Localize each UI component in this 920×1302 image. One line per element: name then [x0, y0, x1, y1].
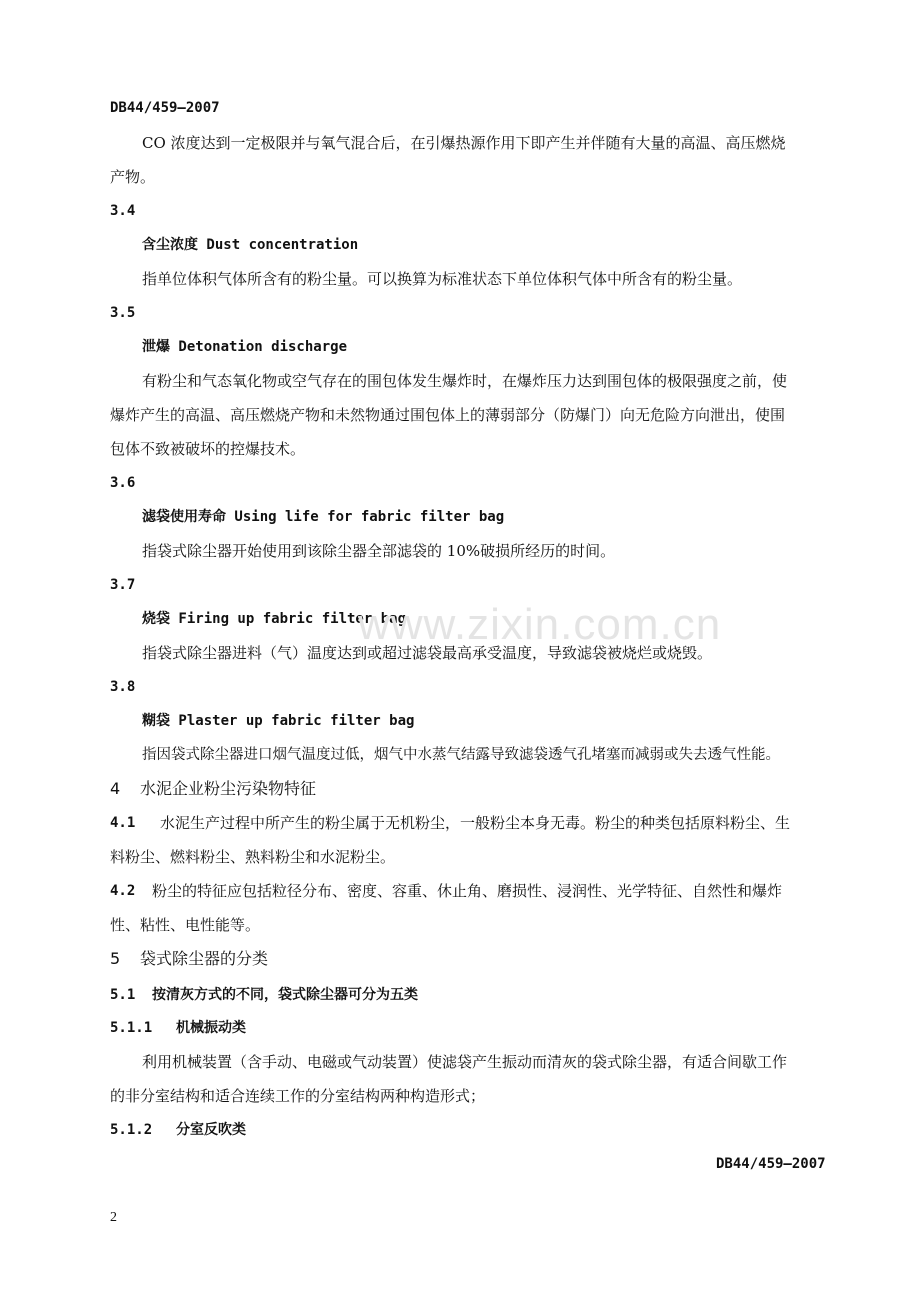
term-definition-3-5: 有粉尘和气态氧化物或空气存在的围包体发生爆炸时，在爆炸压力达到围包体的极限强度之前，使	[142, 372, 788, 390]
section-number-5: 5	[110, 949, 121, 968]
paragraph-line: 性、粘性、电性能等。	[110, 916, 261, 934]
clause-number-5-1: 5.1	[110, 987, 136, 1003]
term-definition-3-5: 包体不致被破坏的控爆技术。	[110, 440, 306, 458]
term-definition-3-7: 指袋式除尘器进料（气）温度达到或超过滤袋最高承受温度，导致滤袋被烧烂或烧毁。	[142, 644, 713, 662]
term-title-3-7: 烧袋 Firing up fabric filter bag	[142, 611, 407, 627]
term-definition-3-6: 指袋式除尘器开始使用到该除尘器全部滤袋的 10%破损所经历的时间。	[142, 542, 616, 560]
clause-title-5-1: 按清灰方式的不同，袋式除尘器可分为五类	[152, 987, 418, 1003]
paragraph-line: 料粉尘、燃料粉尘、熟料粉尘和水泥粉尘。	[110, 848, 396, 866]
term-definition-3-5: 爆炸产生的高温、高压燃烧产物和未然物通过围包体上的薄弱部分（防爆门）向无危险方向泄出，使围	[110, 406, 786, 424]
clause-number-5-1-1: 5.1.1	[110, 1020, 153, 1036]
footer-doc-id: DB44/459—2007	[716, 1156, 826, 1172]
paragraph-line: 产物。	[110, 168, 156, 186]
clause-title-5-1-1: 机械振动类	[176, 1020, 246, 1036]
page-number: 2	[110, 1210, 117, 1225]
header-doc-id: DB44/459—2007	[110, 100, 220, 116]
clause-number-5-1-2: 5.1.2	[110, 1122, 153, 1138]
term-title-3-8: 糊袋 Plaster up fabric filter bag	[142, 713, 415, 729]
clause-number-3-5: 3.5	[110, 305, 136, 321]
section-heading-5: 袋式除尘器的分类	[140, 949, 269, 968]
paragraph-line: 粉尘的特征应包括粒径分布、密度、容重、休止角、磨损性、浸润性、光学特征、自然性和爆炸	[152, 882, 783, 900]
paragraph-line: CO 浓度达到一定极限并与氧气混合后，在引爆热源作用下即产生并伴随有大量的高温、高压燃烧	[142, 134, 786, 152]
paragraph-line: 的非分室结构和适合连续工作的分室结构两种构造形式；	[110, 1087, 486, 1105]
paragraph-line: 利用机械装置（含手动、电磁或气动装置）使滤袋产生振动而清灰的袋式除尘器，有适合间歇工作	[142, 1053, 788, 1071]
term-definition-3-4: 指单位体积气体所含有的粉尘量。可以换算为标准状态下单位体积气体中所含有的粉尘量。	[142, 270, 743, 288]
clause-number-3-7: 3.7	[110, 577, 136, 593]
clause-title-5-1-2: 分室反吹类	[176, 1122, 246, 1138]
clause-number-3-6: 3.6	[110, 475, 136, 491]
paragraph-line: 水泥生产过程中所产生的粉尘属于无机粉尘，一般粉尘本身无毒。粉尘的种类包括原料粉尘、生	[160, 814, 791, 832]
term-title-3-6: 滤袋使用寿命 Using life for fabric filter bag	[142, 509, 505, 525]
section-heading-4: 水泥企业粉尘污染物特征	[140, 779, 317, 798]
clause-number-4-1: 4.1	[110, 815, 136, 831]
watermark: www.zixin.com.cn	[358, 600, 722, 649]
term-title-3-5: 泄爆 Detonation discharge	[142, 339, 348, 355]
clause-number-4-2: 4.2	[110, 883, 136, 899]
section-number-4: 4	[110, 779, 121, 798]
term-title-3-4: 含尘浓度 Dust concentration	[142, 237, 359, 253]
clause-number-3-8: 3.8	[110, 679, 136, 695]
term-definition-3-8: 指因袋式除尘器进口烟气温度过低，烟气中水蒸气结露导致滤袋透气孔堵塞而减弱或失去透气性能。	[142, 747, 780, 763]
clause-number-3-4: 3.4	[110, 203, 136, 219]
